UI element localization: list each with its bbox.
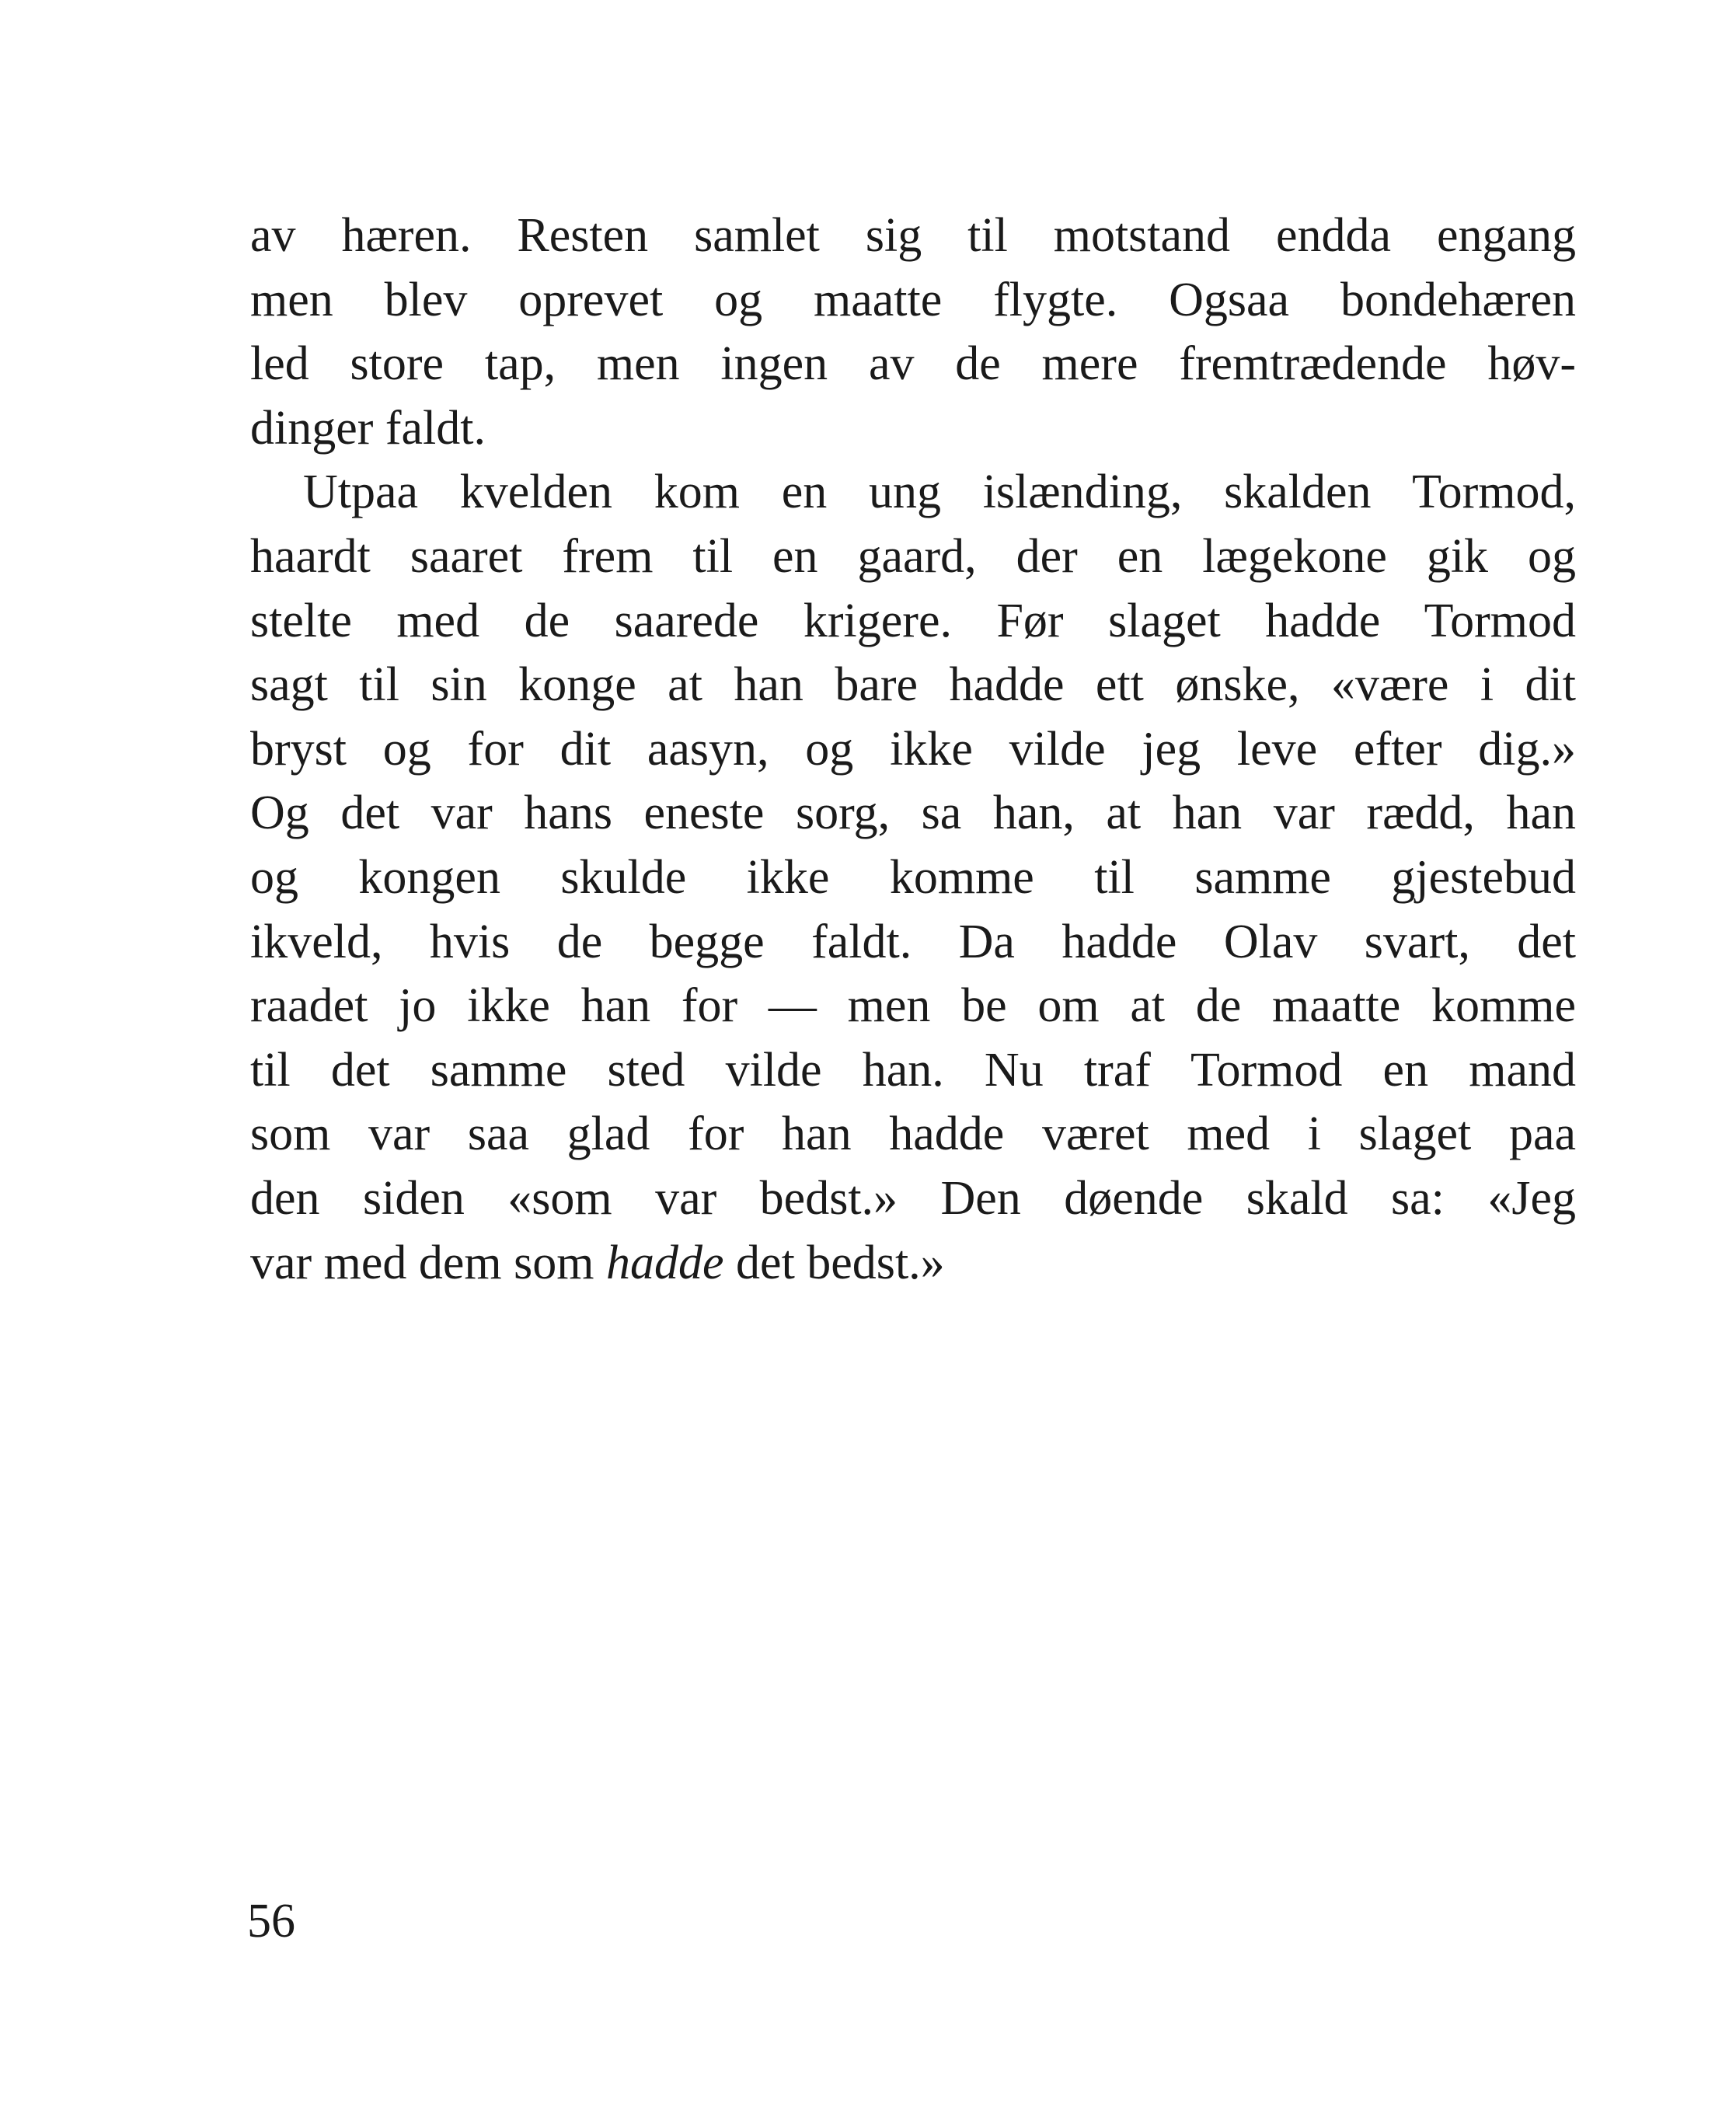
body-text: [250, 204, 1576, 1295]
text-line: stelte med de saarede krigere. Før slaget hadde Tormod: [250, 594, 1576, 647]
text-line: til det samme sted vilde han. Nu traf Tormod en mand: [250, 1043, 1576, 1097]
text-line: raadet jo ikke han for — men be om at de maatte komme: [250, 979, 1576, 1033]
text-line: sagt til sin konge at han bare hadde ett ønske, «være i dit: [250, 658, 1576, 712]
text-line: og kongen skulde ikke komme til samme gjestebud: [250, 850, 1576, 904]
text-segment: var med dem som: [250, 1236, 607, 1289]
text-line: av hæren. Resten samlet sig til motstand endda engang: [250, 209, 1576, 262]
text-line-final: [250, 1231, 1576, 1296]
text-segment: det bedst.»: [723, 1236, 945, 1289]
text-line: Utpaa kvelden kom en ung islænding, skalden Tormod,: [303, 466, 1576, 519]
page-number: 56: [247, 1895, 295, 1948]
text-line: dinger faldt.: [250, 401, 486, 455]
text-line: Og det var hans eneste sorg, sa han, at han var rædd, han: [250, 786, 1576, 840]
text-line: men blev oprevet og maatte flygte. Ogsaa bondehæren: [250, 273, 1576, 326]
text-line: led store tap, men ingen av de mere fremtrædende høv-: [250, 337, 1576, 391]
text-line: bryst og for dit aasyn, og ikke vilde jeg leve efter dig.»: [250, 722, 1576, 776]
text-line: ikveld, hvis de begge faldt. Da hadde Olav svart, det: [250, 915, 1576, 968]
text-line: den siden «som var bedst.» Den døende skald sa: «Jeg: [250, 1171, 1576, 1225]
text-line: som var saa glad for han hadde været med i slaget paa: [250, 1107, 1576, 1161]
italic-word: hadde: [606, 1236, 724, 1289]
text-line: haardt saaret frem til en gaard, der en lægekone gik og: [250, 529, 1576, 583]
